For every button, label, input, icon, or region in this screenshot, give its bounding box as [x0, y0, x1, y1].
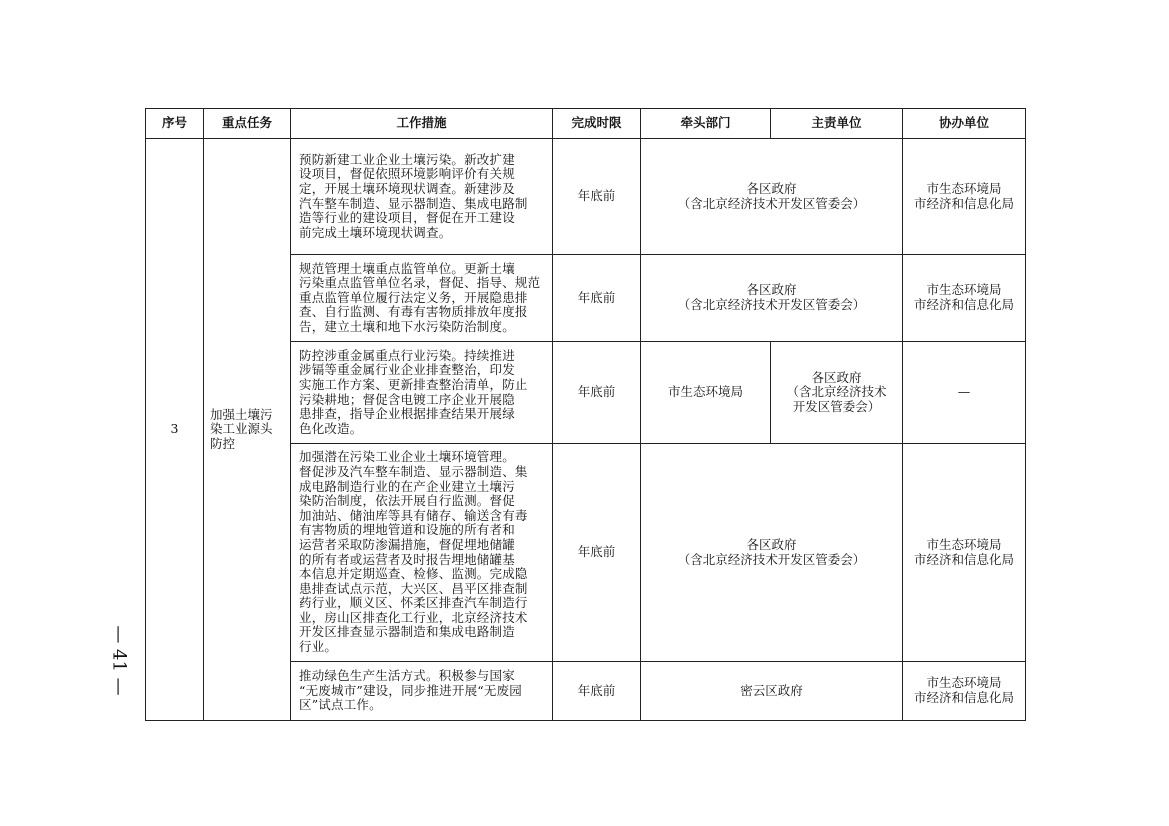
- lead-cell: 密云区政府: [641, 662, 903, 721]
- main-cell: 各区政府 （含北京经济技术 开发区管委会）: [771, 342, 903, 444]
- assist-cell: —: [903, 342, 1026, 444]
- header-deadline: 完成时限: [553, 109, 641, 139]
- assist-cell: 市生态环境局 市经济和信息化局: [903, 255, 1026, 342]
- assist-cell: 市生态环境局 市经济和信息化局: [903, 444, 1026, 662]
- lead-cell: 市生态环境局: [641, 342, 771, 444]
- header-measure: 工作措施: [291, 109, 553, 139]
- assist-cell: 市生态环境局 市经济和信息化局: [903, 139, 1026, 255]
- header-main: 主责单位: [771, 109, 903, 139]
- lead-cell: 各区政府 （含北京经济技术开发区管委会）: [641, 255, 903, 342]
- header-assist: 协办单位: [903, 109, 1026, 139]
- deadline-cell: 年底前: [553, 139, 641, 255]
- measure-cell: 规范管理土壤重点监管单位。更新土壤 污染重点监管单位名录，督促、指导、规范 重点监管单位履行法定义务，开展隐患排 查、自行监测、有毒有害物质排放年度报 告，建立土壤和地下水污染防治制度。: [291, 255, 553, 342]
- header-index: 序号: [146, 109, 204, 139]
- table-header-row: [146, 109, 1026, 139]
- deadline-cell: 年底前: [553, 662, 641, 721]
- row-index: 3: [146, 139, 204, 721]
- header-task: 重点任务: [204, 109, 291, 139]
- measure-cell: 推动绿色生产生活方式。积极参与国家 “无废城市”建设，同步推进开展“无废园 区”试点工作。: [291, 662, 553, 721]
- lead-cell: 各区政府 （含北京经济技术开发区管委会）: [641, 444, 903, 662]
- measure-cell: 加强潜在污染工业企业土壤环境管理。 督促涉及汽车整车制造、显示器制造、集 成电路制造行业的在产企业建立土壤污 染防治制度，依法开展自行监测。督促 加油站、储油库等具有储存、输送含有毒 有害物质的埋地管道和设施的所有者和 运营者采取防渗漏措施，督促埋地储罐 的所有者或运营者及时报告埋地储罐基 本信息并定期巡查、检修、监测。完成隐 患排查试点示范，大兴区、昌平区排查制 药行业，顺义区、怀柔区排查汽车制造行 业，房山区排查化工行业，北京经济技术 开发区排查显示器制造和集成电路制造 行业。: [291, 444, 553, 662]
- deadline-cell: 年底前: [553, 342, 641, 444]
- table-row: [146, 139, 1026, 255]
- lead-cell: 各区政府 （含北京经济技术开发区管委会）: [641, 139, 903, 255]
- deadline-cell: 年底前: [553, 255, 641, 342]
- measure-cell: 防控涉重金属重点行业污染。持续推进 涉镉等重金属行业企业排查整治，印发 实施工作方案、更新排查整治清单，防止 污染耕地；督促含电镀工序企业开展隐 患排查，指导企业根据排查结果开展绿 色化改造。: [291, 342, 553, 444]
- row-task: 加强土壤污 染工业源头 防控: [204, 139, 291, 721]
- assist-cell: 市生态环境局 市经济和信息化局: [903, 662, 1026, 721]
- measure-cell: 预防新建工业企业土壤污染。新改扩建 设项目，督促依照环境影响评价有关规 定，开展土壤环境现状调查。新建涉及 汽车整车制造、显示器制造、集成电路制 造等行业的建设项目，督促在开工建设 前完成土壤环境现状调查。: [291, 139, 553, 255]
- deadline-cell: 年底前: [553, 444, 641, 662]
- header-lead: 牵头部门: [641, 109, 771, 139]
- task-table: [145, 108, 1026, 721]
- page-number: — 41 —: [108, 625, 130, 696]
